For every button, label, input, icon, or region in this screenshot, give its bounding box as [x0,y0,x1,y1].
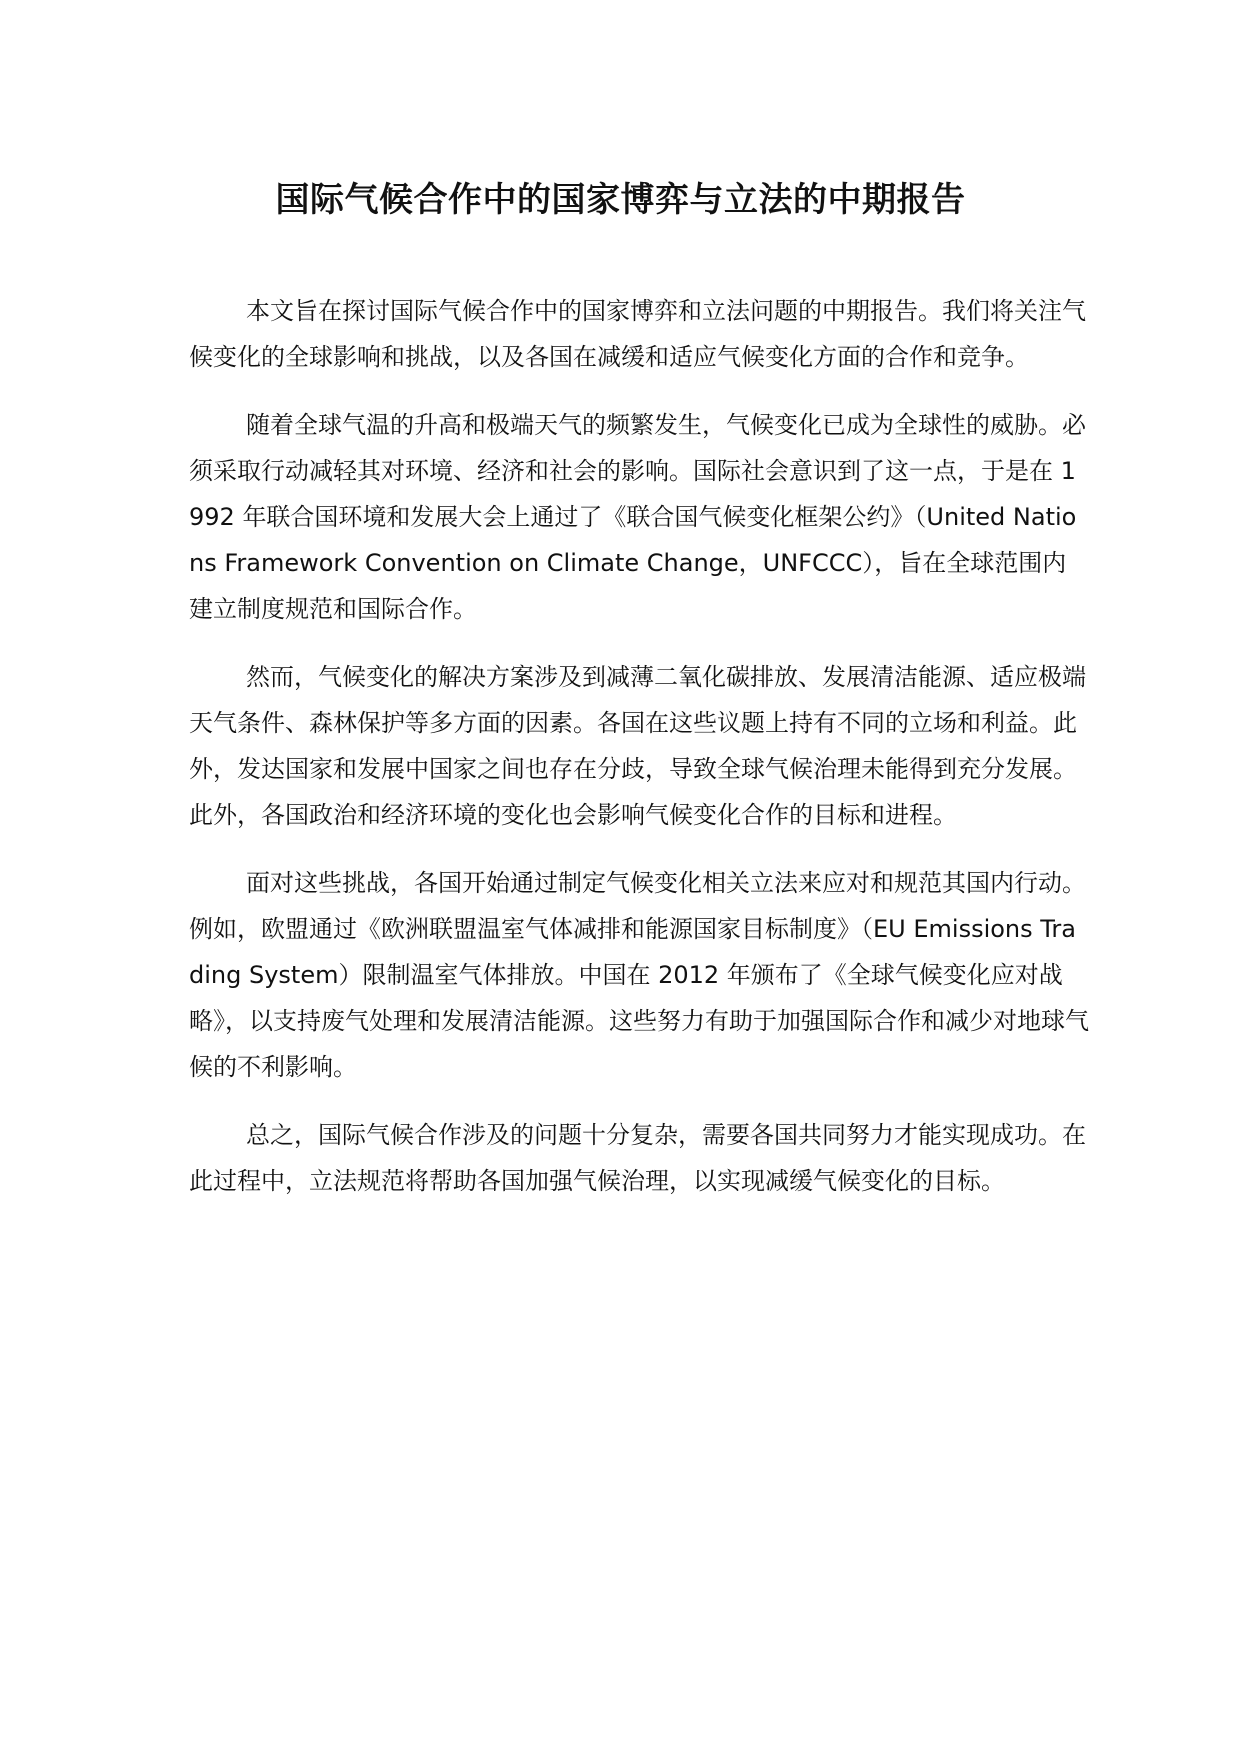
paragraph-background: 随着全球气温的升高和极端天气的频繁发生，气候变化已成为全球性的威胁。必须采取行动减轻其对环境、经济和社会的影响。国际社会意识到了这一点，于是在 1992 年联合国环境和发展大会上通过了《联合国气候变化框架公约》（United Nations Framework Convention on Climate Change，UNFCCC），旨在全球范围内建立制度规范和国际合作。 [189,411,1086,623]
paragraph-intro: 本文旨在探讨国际气候合作中的国家博弈和立法问题的中期报告。我们将关注气候变化的全球影响和挑战，以及各国在减缓和适应气候变化方面的合作和竞争。 [189,297,1086,371]
document-title: 国际气候合作中的国家博弈与立法的中期报告 [275,180,966,220]
paragraph-legislation: 面对这些挑战，各国开始通过制定气候变化相关立法来应对和规范其国内行动。例如，欧盟通过《欧洲联盟温室气体减排和能源国家目标制度》（EU Emissions Trading System）限制温室气体排放。中国在 2012 年颁布了《全球气候变化应对战略》，以支持废气处理和发展清洁能源。这些努力有助于加强国际合作和减少对地球气候的不利影响。 [189,869,1089,1081]
paragraph-conclusion: 总之，国际气候合作涉及的问题十分复杂，需要各国共同努力才能实现成功。在此过程中，立法规范将帮助各国加强气候治理，以实现减缓气候变化的目标。 [189,1121,1086,1195]
document-body [189,288,1089,1226]
paragraph-challenges: 然而，气候变化的解决方案涉及到减薄二氧化碳排放、发展清洁能源、适应极端天气条件、森林保护等多方面的因素。各国在这些议题上持有不同的立场和利益。此外，发达国家和发展中国家之间也存在分歧，导致全球气候治理未能得到充分发展。此外，各国政治和经济环境的变化也会影响气候变化合作的目标和进程。 [189,663,1086,829]
